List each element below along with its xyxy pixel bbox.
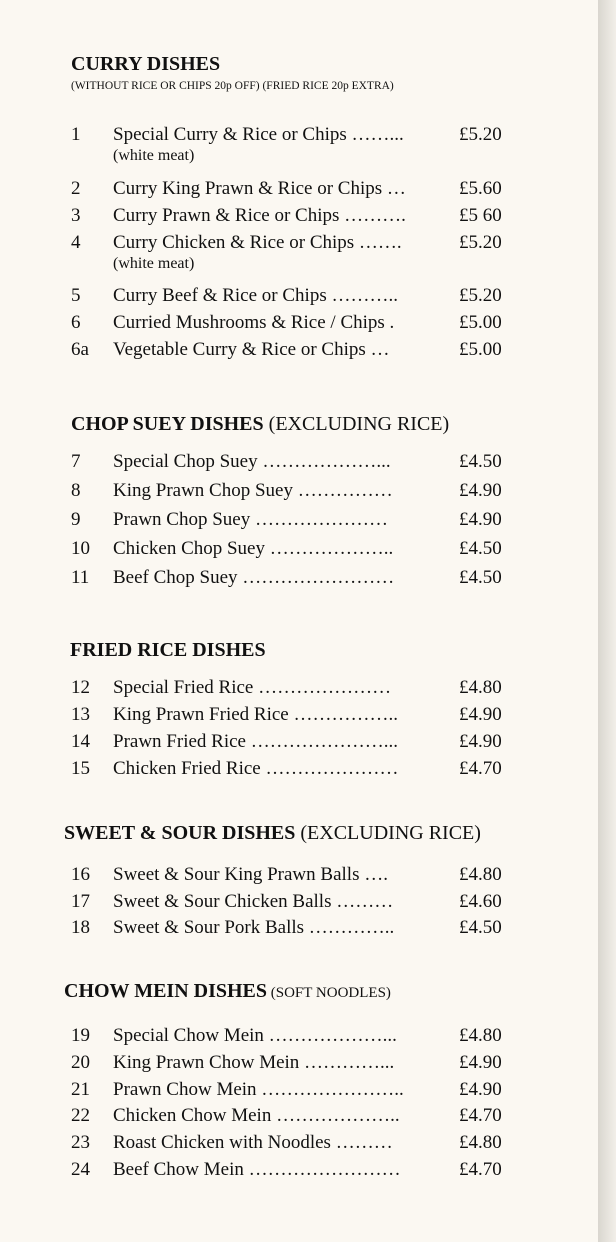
item-name: Special Curry & Rice or Chips ……... <box>113 124 404 145</box>
section-title: SWEET & SOUR DISHES <box>64 822 296 844</box>
item-name: Curry Prawn & Rice or Chips ………. <box>113 205 406 226</box>
item-price: £5.20 <box>459 124 502 145</box>
item-name: King Prawn Chop Suey …………… <box>113 480 393 501</box>
menu-item <box>0 229 598 272</box>
item-price: £5.20 <box>459 285 502 306</box>
section-note: (WITHOUT RICE OR CHIPS 20p OFF) (FRIED RICE 20p EXTRA) <box>71 80 394 92</box>
item-price: £4.80 <box>459 1025 502 1046</box>
item-price: £5.60 <box>459 178 502 199</box>
item-number: 9 <box>71 509 81 530</box>
item-number: 10 <box>71 538 90 559</box>
item-number: 22 <box>71 1105 90 1126</box>
item-number: 12 <box>71 677 90 698</box>
menu-item <box>0 701 598 728</box>
item-number: 3 <box>71 205 81 226</box>
item-price: £4.90 <box>459 731 502 752</box>
item-number: 24 <box>71 1159 90 1180</box>
menu-item <box>0 1049 598 1076</box>
section-subtitle: (EXCLUDING RICE) <box>263 413 450 435</box>
item-price: £4.80 <box>459 1132 502 1153</box>
item-price: £4.50 <box>459 567 502 588</box>
item-number: 4 <box>71 232 81 253</box>
item-name: Curry Chicken & Rice or Chips ……. <box>113 232 402 253</box>
item-number: 16 <box>71 864 90 885</box>
section-heading <box>71 52 220 76</box>
menu-item <box>0 914 598 941</box>
item-price: £4.90 <box>459 1079 502 1100</box>
item-name: Prawn Chop Suey ………………… <box>113 509 388 530</box>
item-number: 17 <box>71 891 90 912</box>
item-name: Roast Chicken with Noodles ……… <box>113 1132 393 1153</box>
menu-item <box>0 888 598 915</box>
item-name: Vegetable Curry & Rice or Chips … <box>113 339 390 360</box>
menu-item <box>0 121 598 164</box>
menu-item <box>0 674 598 701</box>
item-name: Special Chow Mein ………………... <box>113 1025 397 1046</box>
item-name: Chicken Fried Rice ………………… <box>113 758 399 779</box>
item-number: 2 <box>71 178 81 199</box>
item-name: Curry King Prawn & Rice or Chips … <box>113 178 406 199</box>
item-price: £5.00 <box>459 339 502 360</box>
item-number: 6a <box>71 339 89 360</box>
item-price: £4.90 <box>459 509 502 530</box>
item-number: 21 <box>71 1079 90 1100</box>
menu-item <box>0 1129 598 1156</box>
item-price: £4.50 <box>459 538 502 559</box>
section-title: CURRY DISHES <box>71 53 221 75</box>
item-name: Curry Beef & Rice or Chips ……….. <box>113 285 398 306</box>
item-price: £4.70 <box>459 758 502 779</box>
menu-item <box>0 448 598 475</box>
menu-item <box>0 861 598 888</box>
menu-item <box>0 1076 598 1103</box>
item-number: 7 <box>71 451 81 472</box>
item-name: Curried Mushrooms & Rice / Chips . <box>113 312 395 333</box>
item-price: £4.60 <box>459 891 502 912</box>
section-heading <box>70 638 266 662</box>
item-name: Sweet & Sour Pork Balls ………….. <box>113 917 395 938</box>
item-note: (white meat) <box>113 147 195 164</box>
section-title: CHOW MEIN DISHES <box>64 980 268 1002</box>
item-name: King Prawn Chow Mein …………... <box>113 1052 395 1073</box>
item-number: 18 <box>71 917 90 938</box>
menu-item <box>0 1156 598 1183</box>
section-heading <box>64 979 391 1005</box>
item-price: £4.50 <box>459 917 502 938</box>
section-heading <box>71 412 449 436</box>
menu-item <box>0 175 598 202</box>
item-price: £4.70 <box>459 1159 502 1180</box>
menu-item <box>0 755 598 782</box>
item-price: £4.80 <box>459 677 502 698</box>
menu-item <box>0 202 598 229</box>
item-name: Prawn Chow Mein ………………….. <box>113 1079 404 1100</box>
item-name: Beef Chow Mein …………………… <box>113 1159 401 1180</box>
item-price: £4.90 <box>459 1052 502 1073</box>
item-price: £5 60 <box>459 205 502 226</box>
item-note: (white meat) <box>113 255 195 272</box>
item-name: Chicken Chop Suey ……………….. <box>113 538 394 559</box>
item-price: £4.50 <box>459 451 502 472</box>
menu-item <box>0 564 598 591</box>
menu-item <box>0 477 598 504</box>
item-price: £4.90 <box>459 704 502 725</box>
item-number: 23 <box>71 1132 90 1153</box>
section-title: FRIED RICE DISHES <box>70 639 266 661</box>
section-heading <box>64 821 481 845</box>
section-title: CHOP SUEY DISHES <box>71 413 264 435</box>
menu-item <box>0 506 598 533</box>
item-name: Beef Chop Suey …………………… <box>113 567 395 588</box>
item-name: Sweet & Sour Chicken Balls ……… <box>113 891 394 912</box>
item-price: £5.00 <box>459 312 502 333</box>
menu-item <box>0 1102 598 1129</box>
item-name: Prawn Fried Rice …………………... <box>113 731 398 752</box>
section-subtitle: (SOFT NOODLES) <box>267 985 391 1001</box>
menu-item <box>0 728 598 755</box>
menu-item <box>0 282 598 309</box>
menu-item <box>0 336 598 363</box>
item-price: £4.80 <box>459 864 502 885</box>
item-name: King Prawn Fried Rice …………….. <box>113 704 398 725</box>
item-name: Special Fried Rice ………………… <box>113 677 392 698</box>
item-price: £5.20 <box>459 232 502 253</box>
item-number: 6 <box>71 312 81 333</box>
menu-item <box>0 535 598 562</box>
item-name: Special Chop Suey ………………... <box>113 451 391 472</box>
item-number: 13 <box>71 704 90 725</box>
item-price: £4.70 <box>459 1105 502 1126</box>
item-price: £4.90 <box>459 480 502 501</box>
item-number: 20 <box>71 1052 90 1073</box>
section-subtitle: (EXCLUDING RICE) <box>295 822 481 844</box>
item-number: 11 <box>71 567 90 588</box>
item-number: 14 <box>71 731 90 752</box>
item-name: Sweet & Sour King Prawn Balls …. <box>113 864 388 885</box>
item-name: Chicken Chow Mein ……………….. <box>113 1105 400 1126</box>
item-number: 8 <box>71 480 81 501</box>
menu-item <box>0 309 598 336</box>
item-number: 19 <box>71 1025 90 1046</box>
menu-item <box>0 1022 598 1049</box>
item-number: 5 <box>71 285 81 306</box>
page-edge <box>598 0 616 1242</box>
item-number: 1 <box>71 124 81 145</box>
item-number: 15 <box>71 758 90 779</box>
